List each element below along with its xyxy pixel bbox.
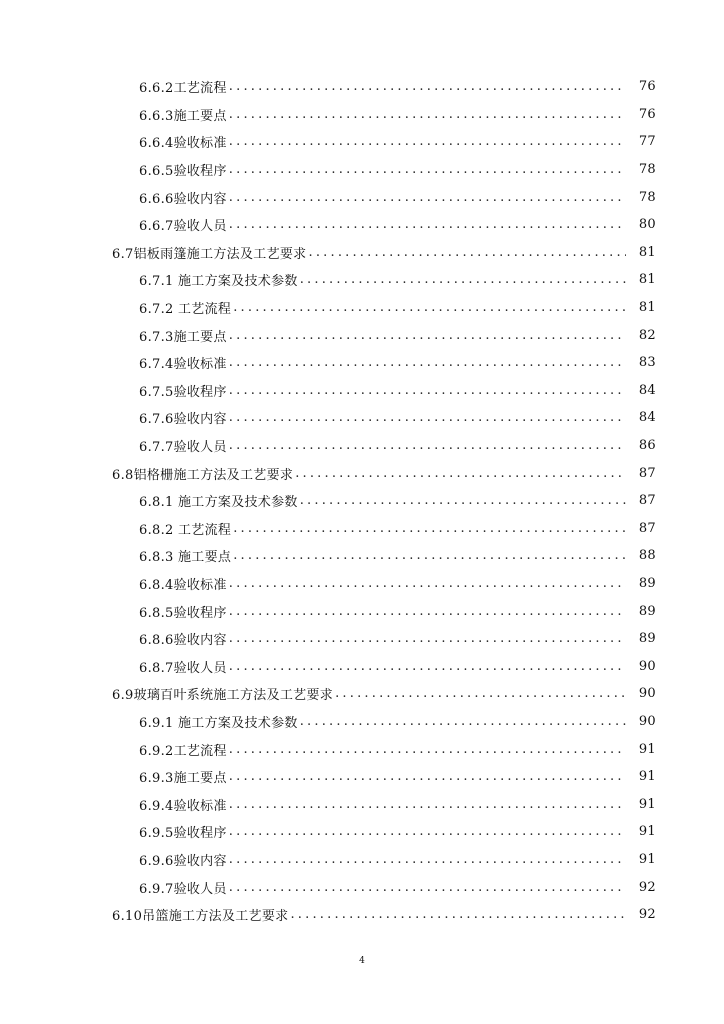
- toc-subsection-entry[interactable]: [0, 432, 724, 460]
- dot-leader: [233, 300, 626, 315]
- toc-entry-page: 84: [638, 382, 656, 398]
- toc-entry-title: 6.8.7验收人员: [139, 660, 227, 676]
- dot-leader: [300, 272, 626, 287]
- dot-leader: [229, 134, 626, 149]
- toc-entry-title: 6.8.6验收内容: [139, 633, 227, 649]
- dot-leader: [295, 466, 626, 481]
- toc-entry-title: 6.8.5验收程序: [139, 605, 227, 621]
- toc-entry-page: 91: [638, 851, 656, 867]
- toc-entry-page: 81: [638, 300, 656, 316]
- toc-entry-page: 92: [638, 907, 656, 923]
- dot-leader: [335, 686, 626, 701]
- toc-entry-title: 6.9.5验收程序: [139, 826, 227, 842]
- dot-leader: [229, 383, 626, 398]
- toc-entry-page: 87: [638, 465, 656, 481]
- toc-entry-title: 6.9.6验收内容: [139, 853, 227, 869]
- dot-leader: [229, 880, 626, 895]
- toc-entry-title: 6.7.4验收标准: [139, 357, 227, 373]
- dot-leader: [229, 631, 626, 646]
- dot-leader: [229, 742, 626, 757]
- toc-entry-page: 86: [638, 438, 656, 454]
- toc-entry-title: 6.6.3施工要点: [139, 108, 227, 124]
- toc-entry-page: 87: [638, 493, 656, 509]
- dot-leader: [233, 521, 626, 536]
- toc-entry-page: 81: [638, 244, 656, 260]
- toc-subsection-entry[interactable]: [0, 404, 724, 432]
- toc-subsection-entry[interactable]: [0, 873, 724, 901]
- toc-subsection-entry[interactable]: [0, 266, 724, 294]
- toc-entry-title: 6.7铝板雨篷施工方法及工艺要求: [112, 246, 307, 262]
- dot-leader: [229, 107, 626, 122]
- toc-entry-page: 91: [638, 824, 656, 840]
- toc-subsection-entry[interactable]: [0, 349, 724, 377]
- toc-subsection-entry[interactable]: [0, 101, 724, 129]
- table-of-contents: [0, 73, 724, 928]
- toc-entry-page: 91: [638, 796, 656, 812]
- toc-entry-page: 90: [638, 658, 656, 674]
- toc-section-entry[interactable]: [0, 901, 724, 929]
- toc-entry-title: 6.6.2工艺流程: [139, 81, 227, 97]
- toc-subsection-entry[interactable]: [0, 735, 724, 763]
- toc-subsection-entry[interactable]: [0, 128, 724, 156]
- dot-leader: [290, 907, 626, 922]
- toc-section-entry[interactable]: [0, 680, 724, 708]
- toc-entry-page: 87: [638, 520, 656, 536]
- toc-subsection-entry[interactable]: [0, 763, 724, 791]
- toc-subsection-entry[interactable]: [0, 377, 724, 405]
- toc-entry-title: 6.8.3 施工要点: [139, 550, 232, 566]
- dot-leader: [229, 797, 626, 812]
- toc-subsection-entry[interactable]: [0, 156, 724, 184]
- dot-leader: [229, 162, 626, 177]
- toc-entry-title: 6.6.5验收程序: [139, 164, 227, 180]
- dot-leader: [229, 328, 626, 343]
- toc-entry-page: 76: [638, 79, 656, 95]
- toc-entry-title: 6.10吊篮施工方法及工艺要求: [112, 909, 289, 925]
- toc-subsection-entry[interactable]: [0, 211, 724, 239]
- toc-section-entry[interactable]: [0, 239, 724, 267]
- toc-entry-title: 6.9.2工艺流程: [139, 743, 227, 759]
- toc-subsection-entry[interactable]: [0, 597, 724, 625]
- toc-entry-title: 6.7.5验收程序: [139, 384, 227, 400]
- toc-subsection-entry[interactable]: [0, 515, 724, 543]
- toc-subsection-entry[interactable]: [0, 818, 724, 846]
- toc-subsection-entry[interactable]: [0, 625, 724, 653]
- toc-entry-title: 6.7.3施工要点: [139, 329, 227, 345]
- toc-subsection-entry[interactable]: [0, 790, 724, 818]
- dot-leader: [229, 190, 626, 205]
- toc-subsection-entry[interactable]: [0, 487, 724, 515]
- toc-subsection-entry[interactable]: [0, 708, 724, 736]
- toc-entry-title: 6.8.2 工艺流程: [139, 522, 232, 538]
- toc-entry-title: 6.7.7验收人员: [139, 440, 227, 456]
- toc-entry-page: 90: [638, 686, 656, 702]
- toc-subsection-entry[interactable]: [0, 183, 724, 211]
- dot-leader: [229, 217, 626, 232]
- toc-entry-page: 81: [638, 272, 656, 288]
- toc-subsection-entry[interactable]: [0, 542, 724, 570]
- dot-leader: [229, 604, 626, 619]
- toc-entry-page: 92: [638, 879, 656, 895]
- toc-subsection-entry[interactable]: [0, 294, 724, 322]
- toc-entry-title: 6.7.6验收内容: [139, 412, 227, 428]
- toc-entry-page: 83: [638, 355, 656, 371]
- toc-entry-title: 6.9玻璃百叶系统施工方法及工艺要求: [112, 688, 334, 704]
- toc-subsection-entry[interactable]: [0, 652, 724, 680]
- toc-entry-title: 6.9.7验收人员: [139, 881, 227, 897]
- dot-leader: [229, 659, 626, 674]
- toc-entry-page: 76: [638, 106, 656, 122]
- dot-leader: [229, 576, 626, 591]
- toc-entry-page: 89: [638, 575, 656, 591]
- dot-leader: [229, 410, 626, 425]
- toc-subsection-entry[interactable]: [0, 570, 724, 598]
- toc-entry-title: 6.8.4验收标准: [139, 577, 227, 593]
- toc-subsection-entry[interactable]: [0, 73, 724, 101]
- dot-leader: [300, 714, 626, 729]
- dot-leader: [229, 438, 626, 453]
- dot-leader: [229, 769, 626, 784]
- toc-subsection-entry[interactable]: [0, 846, 724, 874]
- toc-entry-page: 84: [638, 410, 656, 426]
- toc-entry-page: 77: [638, 134, 656, 150]
- toc-entry-title: 6.9.3施工要点: [139, 771, 227, 787]
- toc-entry-page: 82: [638, 327, 656, 343]
- toc-section-entry[interactable]: [0, 459, 724, 487]
- toc-entry-page: 80: [638, 217, 656, 233]
- dot-leader: [229, 824, 626, 839]
- dot-leader: [229, 852, 626, 867]
- toc-entry-page: 90: [638, 713, 656, 729]
- toc-entry-title: 6.6.4验收标准: [139, 136, 227, 152]
- toc-entry-title: 6.6.6验收内容: [139, 191, 227, 207]
- toc-entry-page: 91: [638, 741, 656, 757]
- dot-leader: [308, 245, 626, 260]
- toc-entry-page: 78: [638, 162, 656, 178]
- toc-entry-page: 78: [638, 189, 656, 205]
- toc-subsection-entry[interactable]: [0, 321, 724, 349]
- toc-entry-title: 6.8.1 施工方案及技术参数: [139, 495, 298, 511]
- toc-entry-page: 89: [638, 603, 656, 619]
- toc-entry-title: 6.7.2 工艺流程: [139, 302, 232, 318]
- toc-entry-title: 6.7.1 施工方案及技术参数: [139, 274, 298, 290]
- toc-entry-title: 6.9.4验收标准: [139, 798, 227, 814]
- dot-leader: [229, 355, 626, 370]
- toc-entry-title: 6.9.1 施工方案及技术参数: [139, 715, 298, 731]
- toc-entry-page: 89: [638, 631, 656, 647]
- dot-leader: [229, 79, 626, 94]
- dot-leader: [300, 493, 626, 508]
- toc-entry-title: 6.8铝格栅施工方法及工艺要求: [112, 467, 294, 483]
- toc-entry-title: 6.6.7验收人员: [139, 219, 227, 235]
- toc-entry-page: 88: [638, 548, 656, 564]
- toc-entry-page: 91: [638, 769, 656, 785]
- dot-leader: [233, 548, 626, 563]
- page-number: 4: [359, 956, 365, 966]
